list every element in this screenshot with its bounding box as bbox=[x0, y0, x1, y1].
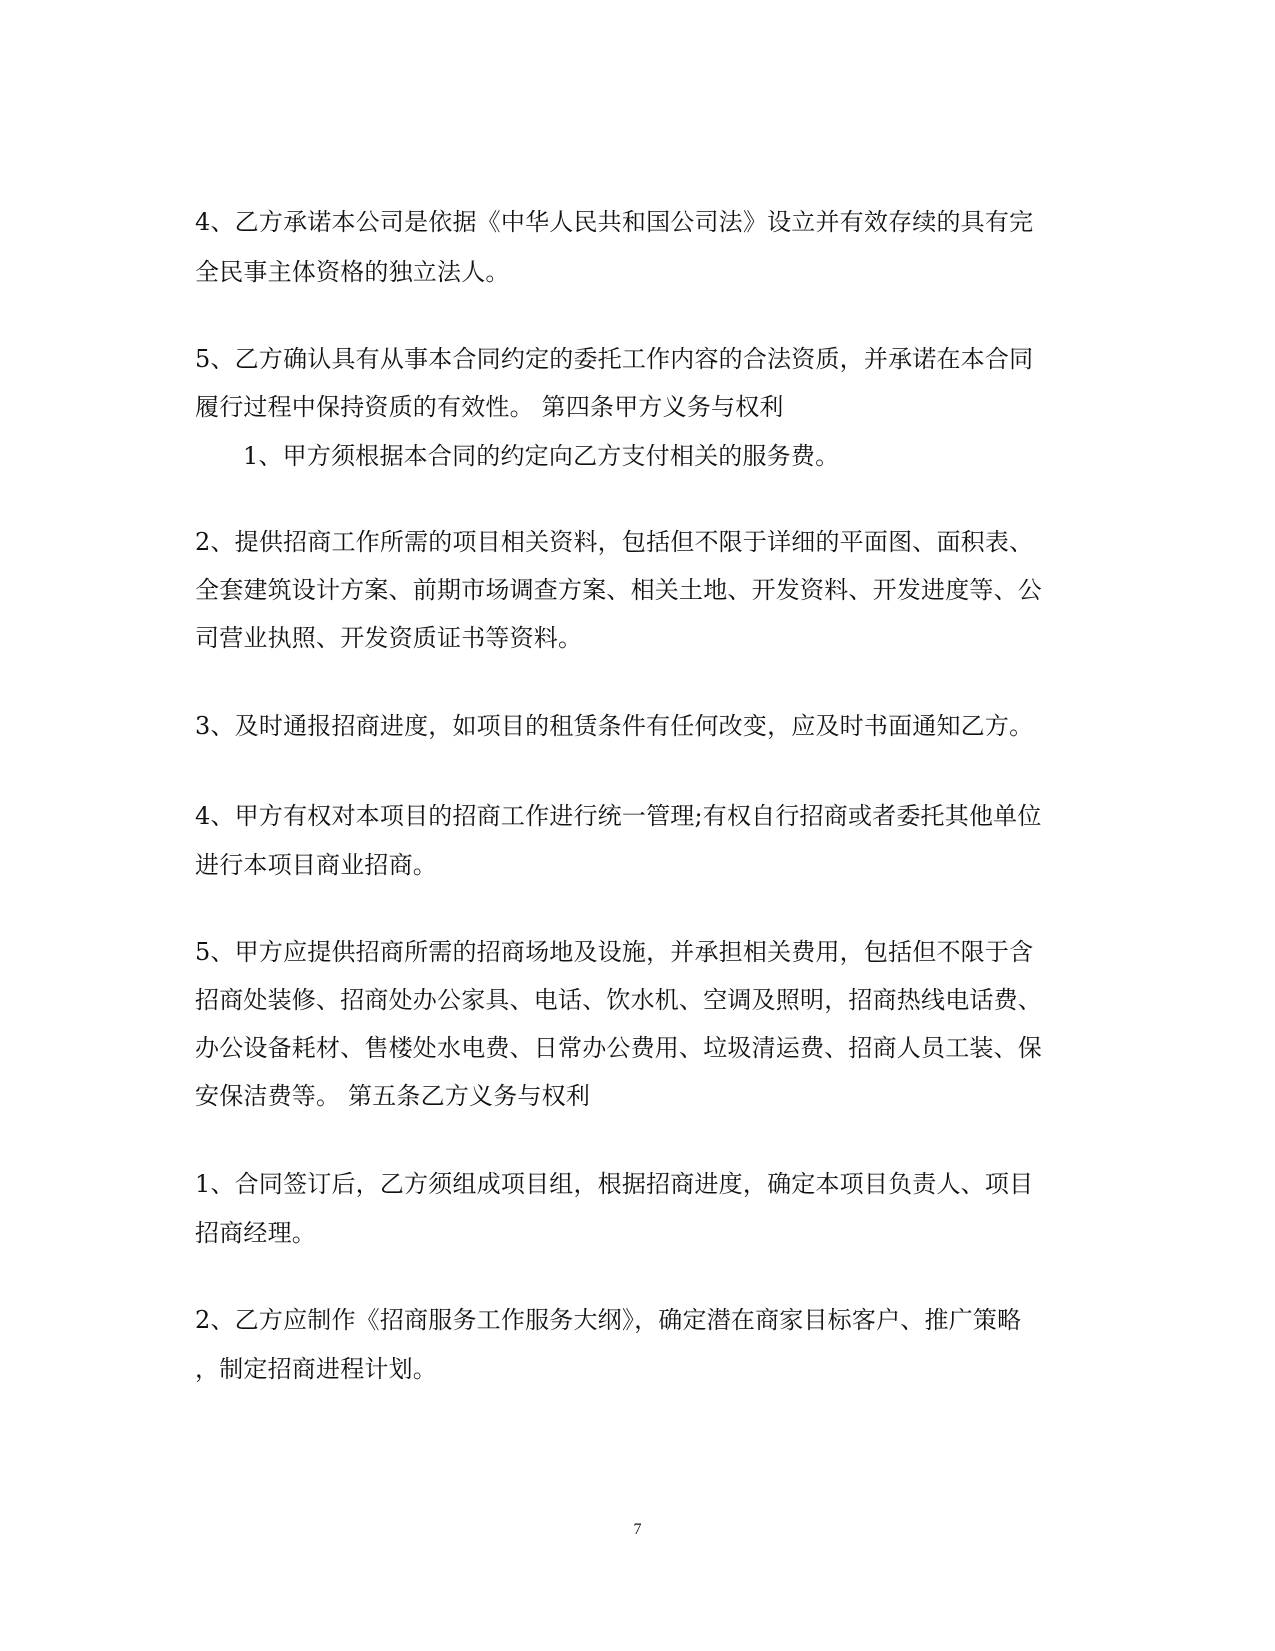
page-number: 7 bbox=[633, 1521, 642, 1538]
text-line: 履行过程中保持资质的有效性。 第四条甲方义务与权利 bbox=[195, 393, 784, 421]
text-line: ，制定招商进程计划。 bbox=[195, 1355, 437, 1383]
text-line: 5、甲方应提供招商所需的招商场地及设施，并承担相关费用，包括但不限于含 bbox=[195, 938, 1034, 966]
text-line: 4、乙方承诺本公司是依据《中华人民共和国公司法》设立并有效存续的具有完 bbox=[195, 208, 1034, 236]
text-line: 办公设备耗材、售楼处水电费、日常办公费用、垃圾清运费、招商人员工装、保 bbox=[195, 1034, 1042, 1062]
text-line: 全民事主体资格的独立法人。 bbox=[195, 258, 510, 286]
text-line: 2、提供招商工作所需的项目相关资料，包括但不限于详细的平面图、面积表、 bbox=[195, 528, 1034, 556]
text-line: 3、及时通报招商进度，如项目的租赁条件有任何改变，应及时书面通知乙方。 bbox=[195, 712, 1034, 740]
text-line: 2、乙方应制作《招商服务工作服务大纲》，确定潜在商家目标客户、推广策略 bbox=[195, 1306, 1022, 1334]
text-line: 招商经理。 bbox=[195, 1219, 316, 1247]
text-line: 进行本项目商业招商。 bbox=[195, 851, 437, 879]
text-line: 安保洁费等。 第五条乙方义务与权利 bbox=[195, 1082, 591, 1110]
text-line: 招商处装修、招商处办公家具、电话、饮水机、空调及照明，招商热线电话费、 bbox=[195, 986, 1042, 1014]
text-line: 5、乙方确认具有从事本合同约定的委托工作内容的合法资质，并承诺在本合同 bbox=[195, 345, 1034, 373]
text-line: 司营业执照、开发资质证书等资料。 bbox=[195, 624, 583, 652]
text-line: 全套建筑设计方案、前期市场调查方案、相关土地、开发资料、开发进度等、公 bbox=[195, 576, 1042, 604]
text-line: 1、甲方须根据本合同的约定向乙方支付相关的服务费。 bbox=[243, 442, 840, 470]
text-line: 4、甲方有权对本项目的招商工作进行统一管理;有权自行招商或者委托其他单位 bbox=[195, 802, 1042, 830]
text-line: 1、合同签订后，乙方须组成项目组，根据招商进度，确定本项目负责人、项目 bbox=[195, 1170, 1034, 1198]
